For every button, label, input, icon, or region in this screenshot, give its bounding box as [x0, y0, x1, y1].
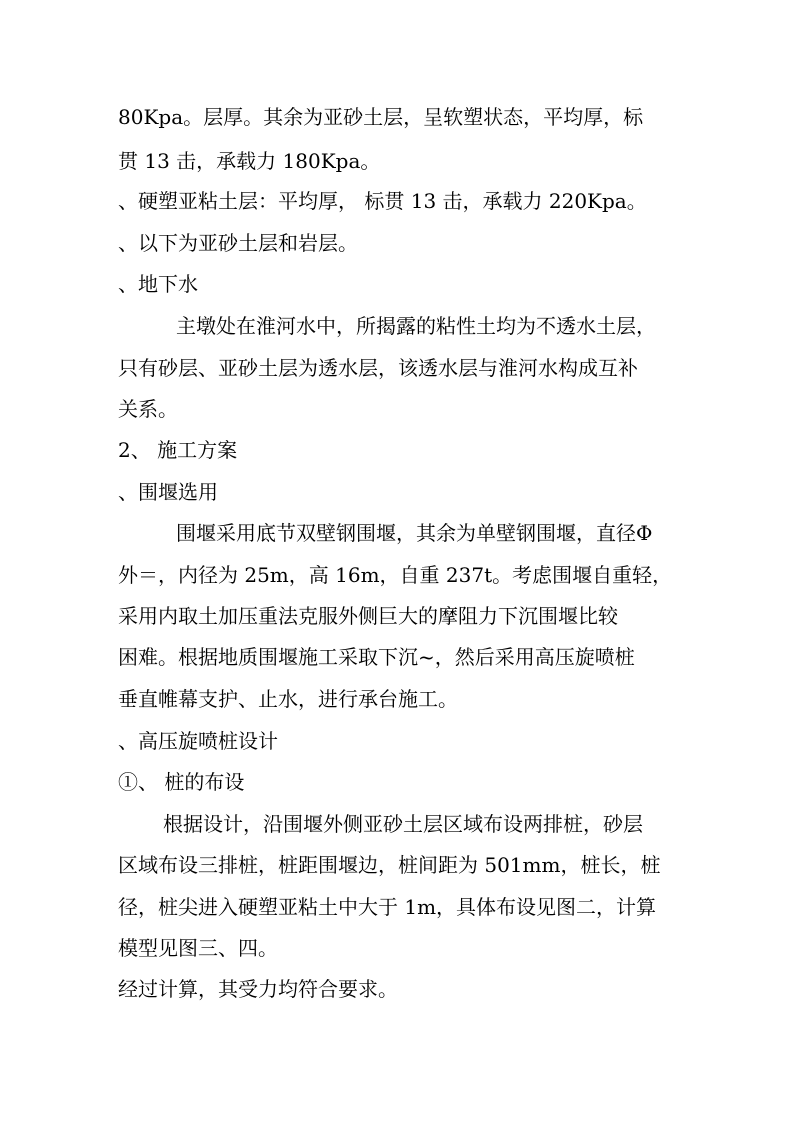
- text-line-15: 垂直帷幕支护、止水，进行承台施工。: [118, 687, 458, 711]
- text-line-13: 采用内取土加压重法克服外侧巨大的摩阻力下沉围堰比较: [118, 604, 618, 628]
- text-line-17: ①、 桩的布设: [118, 770, 245, 794]
- text-line-12: 外＝，内径为 25m，高 16m，自重 237t。考虑围堰自重轻，: [118, 563, 673, 587]
- text-line-16: 、高压旋喷桩设计: [118, 729, 278, 753]
- text-line-18: 根据设计，沿围堰外侧亚砂土层区域布设两排桩，砂层: [163, 812, 643, 836]
- text-line-10: 、围堰选用: [118, 480, 218, 504]
- text-line-6: 主墩处在淮河水中，所揭露的粘性土均为不透水土层，: [176, 314, 656, 338]
- text-line-21: 模型见图三、四。: [118, 936, 278, 960]
- text-line-5: 、地下水: [118, 272, 198, 296]
- text-line-22: 经过计算，其受力均符合要求。: [118, 977, 398, 1001]
- text-line-1: 80Kpa。层厚。其余为亚砂土层，呈软塑状态，平均厚，标: [118, 105, 644, 129]
- text-line-14: 困难。根据地质围堰施工采取下沉~，然后采用高压旋喷桩: [118, 645, 635, 669]
- text-line-11: 围堰采用底节双壁钢围堰，其余为单壁钢围堰，直径Φ: [176, 521, 653, 545]
- text-line-8: 关系。: [118, 397, 178, 421]
- text-line-20: 径，桩尖进入硬塑亚粘土中大于 1m，具体布设见图二，计算: [118, 895, 657, 919]
- text-line-3: 、硬塑亚粘土层：平均厚， 标贯 13 击，承载力 220Kpa。: [118, 189, 647, 213]
- text-line-19: 区域布设三排桩，桩距围堰边，桩间距为 501mm，桩长，桩: [118, 853, 661, 877]
- text-line-9: 2、 施工方案: [118, 438, 238, 462]
- text-line-2: 贯 13 击，承载力 180Kpa。: [118, 149, 381, 173]
- text-line-4: 、以下为亚砂土层和岩层。: [118, 231, 358, 255]
- text-line-7: 只有砂层、亚砂土层为透水层，该透水层与淮河水构成互补: [118, 356, 638, 380]
